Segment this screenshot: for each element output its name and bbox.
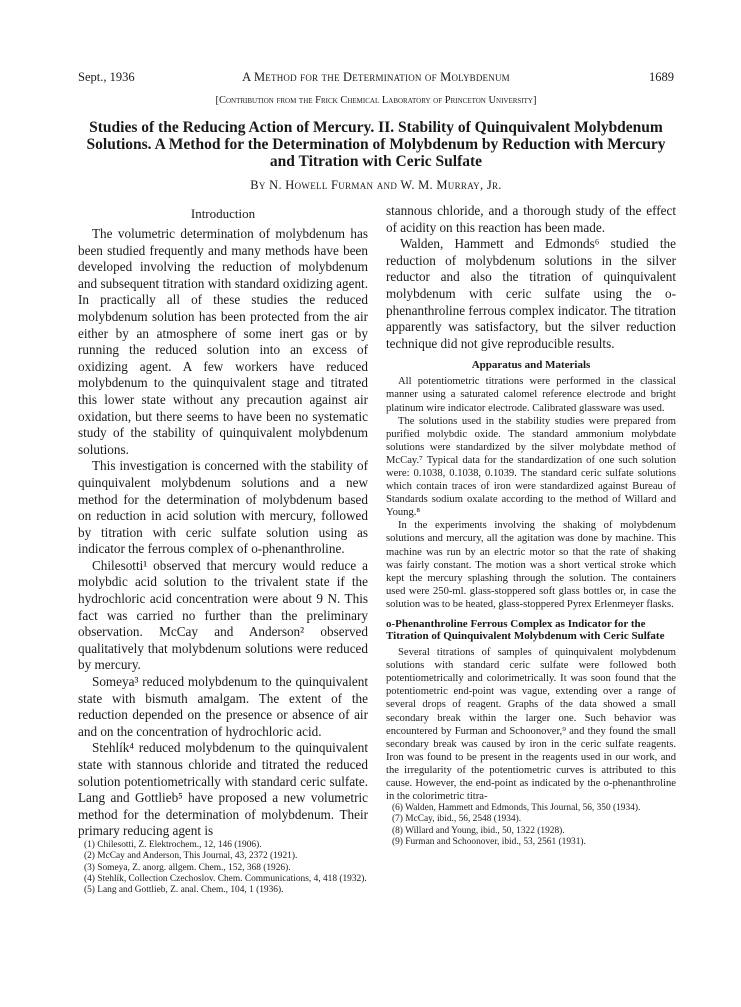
footnote: (3) Someya, Z. anorg. allgem. Chem., 152, 368 (1926). xyxy=(84,862,291,873)
section-heading-apparatus: Apparatus and Materials xyxy=(471,359,591,372)
footnote: (2) McCay and Anderson, This Journal, 43, 2372 (1921). xyxy=(84,851,298,862)
footnote: (1) Chilesotti, Z. Elektrochem., 12, 146 (1906). xyxy=(84,839,262,850)
paragraph: All potentiometric titrations were performed in the classical manner using a saturated calomel reference electrode and bright platinum wire indicator electrode. Calibrated glassware was used. xyxy=(386,376,676,414)
page-number: 1689 xyxy=(649,70,674,84)
indicator-body xyxy=(386,646,676,803)
author-byline: By N. Howell Furman and W. M. Murray, Jr. xyxy=(250,178,502,192)
footnotes-right xyxy=(386,803,676,848)
footnotes-left xyxy=(78,840,368,896)
right-column xyxy=(386,203,676,848)
running-head-date: Sept., 1936 xyxy=(78,70,135,84)
section-heading-indicator: o-Phenanthroline Ferrous Complex as Indicator for the Titration of Quinquivalent Molybdenum with Ceric Sulfate xyxy=(386,618,665,643)
paragraph: stannous chloride, and a thorough study of the effect of acidity on this reaction has been made. xyxy=(386,203,676,235)
paragraph: Stehlík⁴ reduced molybdenum to the quinquivalent state with stannous chloride and titrated the reduced solution potentiometrically with standard ceric sulfate. Lang and Gottlieb⁵ have proposed a new volumetric method for the determination of molybdenum. Their primary reducing agent is xyxy=(78,740,368,839)
footnote: (8) Willard and Young, ibid., 50, 1322 (1928). xyxy=(392,825,565,836)
paragraph: Chilesotti¹ observed that mercury would reduce a molybdic acid solution to the trivalent state if the hydrochloric acid concentration were about 9 N. This fact was carried no further than the preliminary observation. McCay and Anderson² observed qualitatively that molybdenum solutions were reduced by mercury. xyxy=(78,557,368,673)
paragraph: Someya³ reduced molybdenum to the quinquivalent state with bismuth amalgam. The extent of the reduction depended on the presence or absence of air and on the concentration of hydrochloric acid. xyxy=(78,674,368,739)
footnote: (7) McCay, ibid., 56, 2548 (1934). xyxy=(392,814,522,825)
paragraph: Walden, Hammett and Edmonds⁶ studied the reduction of molybdenum solutions in the silver reductor and also the titration of quinquivalent molybdenum with ceric sulfate using the o-phenanthroline ferrous complex indicator. The titration apparently was satisfactory, but the silver reduction technique did not give reproducible results. xyxy=(386,236,676,351)
introduction-body xyxy=(78,226,368,840)
apparatus-body xyxy=(386,375,676,611)
paragraph: Several titrations of samples of quinquivalent molybdenum solutions with standard ceric sulfate were followed both potentiometrically and colorimetrically. It was soon found that the potentiometric end-point was vague, extending over a range of several drops of reagent. Graphs of the data showed a small secondary break within the larger one. Such behavior was encountered by Furman and Schoonover,⁹ and they found the small secondary break was caused by iron in the ceric sulfate reagents. Iron was found to be present in the reagents used in our work, and the irregularity of the potentiometric curves is attributed to this cause. However, the end-point as indicated by the o-phenanthroline in the colorimetric titra- xyxy=(386,647,676,803)
footnote: (6) Walden, Hammett and Edmonds, This Journal, 56, 350 (1934). xyxy=(392,803,641,814)
paragraph: The solutions used in the stability studies were prepared from purified molybdic oxide. The standard ammonium molybdate solutions were standardized by the silver molybdate method of McCay.⁷ Typical data for the standardization of one such solution were: 0.1038, 0.1038, 0.1039. The standard ceric sulfate solutions which contain traces of iron were standardized against Bureau of Standards sodium oxalate according to the method of Willard and Young.⁸ xyxy=(386,415,676,519)
paragraph: This investigation is concerned with the stability of quinquivalent molybdenum solutions and a new method for the determination of molybdenum based on reduction in acid solution with mercury, followed by titration with ceric sulfate solution using as indicator the ferrous complex of o-phenanthroline. xyxy=(78,458,368,557)
footnote: (4) Stehlík, Collection Czechoslov. Chem. Communications, 4, 418 (1932). xyxy=(84,873,367,884)
left-column xyxy=(78,203,368,896)
paragraph: In the experiments involving the shaking of molybdenum solutions and mercury, all the agitation was done by machine. This machine was run by an electric motor so that the rate of shaking was fairly constant. The motion was a short vertical stroke which kept the mercury splashing through the solution. The containers used were 250-ml. glass-stoppered soft glass bottles or, in case the solution was to be heated, glass-stoppered Pyrex Erlenmeyer flasks. xyxy=(386,520,676,610)
running-head-title: A Method for the Determination of Molybdenum xyxy=(242,70,510,84)
paragraph: The volumetric determination of molybdenum has been studied frequently and many methods have been developed involving the reduction of molybdenum and subsequent titration with standard oxidizing agent. In practically all of these studies the reduced molybdenum solution has been protected from the air either by an atmosphere of some inert gas or by running the reduced solution into an excess of oxidizing agent. A few workers have reduced molybdenum to the quinquivalent stage and titrated this lower state without any precaution against air oxidation, but there seems to have been no systematic study of the stability of quinquivalent molybdenum solutions. xyxy=(78,226,368,457)
footnote: (5) Lang and Gottlieb, Z. anal. Chem., 104, 1 (1936). xyxy=(84,885,284,896)
contribution-line: [Contribution from the Frick Chemical Laboratory of Princeton University] xyxy=(215,95,537,106)
article-title: Studies of the Reducing Action of Mercury. II. Stability of Quinquivalent Molybdenum Solutions. A Method for the Determination of Molybdenum by Reduction with Mercury and Titration with Ceric Sulfate xyxy=(86,119,666,170)
footnote: (9) Furman and Schoonover, ibid., 53, 2561 (1931). xyxy=(392,837,586,848)
right-intro-body xyxy=(386,203,676,352)
section-heading-introduction: Introduction xyxy=(190,206,256,221)
